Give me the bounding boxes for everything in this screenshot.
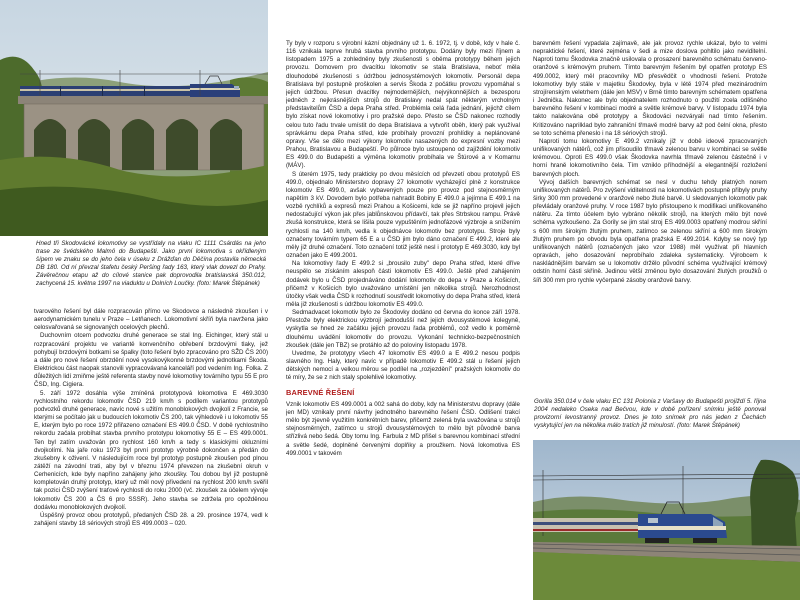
photo-viaduct-train — [0, 0, 268, 236]
col1-paragraph: tvarového řešení byl dále rozpracován přímo ve Škodovce a následně zkoušen i v aerodynamickém tunelu v Praze – Letňanech. Lokomotivní skříň byla navržena jako celosvařovaná se signovaných ocelových plechů. — [34, 308, 268, 332]
col2-paragraph: Vznik lokomotiv ES 499.0001 a 002 sahá do doby, kdy na Ministerstvu dopravy (dále jen MD) vznikaly první návrhy jednotného barevného řešení ČSD. Odlišení trakcí mělo být zjevně využitím konkrétních barev, přičemž zelená byla uvažována u strojů stejnosměrných, zatímco u strojů dvousystémových to mělo být původně barva střízlivá nebo šedá. Oby tomu Ing. Farbula z MD přišel s barevnou kombinací střední a světle šedé, doplněné červenými doplňky a proužkem. Nová lokomotiva ES 499.0001 v takovém — [286, 400, 520, 457]
col1-paragraph: 5. září 1972 dosáhla výše zmíněná prototypová lokomotiva E 469.3030 rychlostního rekordu lokomotiv ČSD 219 km/h s podílem variantou prototypů podvozků druhé generace, navíc nové s užitím monoblokových dvojkolí z Francie, se kterými se počítalo jak u budoucích lokomotiv ČS 200, tak výhledově i u lokomotiv 55 E, kterým bylo po roce 1972 přiřazeno označení ES 499.0 ČSD. V době rychlostního rekordu začala probíhat stavba prvního prototypu lokomotivy 55 E – ES 499.0001. Ten byl zatím uvažován pro rychlost 160 km/h a tedy s klasickými okluzními dvojkolími. Na jaře roku 1973 byl první prototyp výrobně dokončen a předán do zkušebny k oživení. V následujícím roce byl prototyp postupně zkoušen pod plnou zátěží na závodní trati, aby byl v březnu 1974 převezen na zkušební okruh v Cerhenicích, kde byly napříno zahájeny jeho zkoušky. Tou dobou byl již postupně kompletován druhý prototyp, který už měl nový přivedení na rychlost 200 km/h svěřil tak pozici ČSD zvýšení traťové rychlosti do roku 2000 (vč. zkoušek za účelem vývoje lokomotiv ČS 200 a ČS 6 pro SSSR). Jeho stavba se zdržela pro opožděnou dodávku monoblokových dvojkolí. — [34, 389, 268, 511]
article-column-2 — [286, 40, 520, 592]
col2-paragraph: Ty byly v rozporu s výrobní kázní objednány už 1. 6. 1972, tj. v době, kdy v hale č. 116 vznikala teprve hrubá stavba prvního prototypu. Dodány byly mezi říjnem a listopadem 1975 a zohledněny byly zkušenosti s oběma prototypy během jejich provozu. Domovem pro dvacítku lokomotiv se stala Bratislava, neboť měla dlouhodobé zkušenosti s údržbou jednosystémových lokomotiv. Personál depa Bratislava byl postupně proškolen a servis Škoda z počátku provozu vypomáhal s jejich údržbou. Přesun dvacítky nejmodernějších, nejvýkonnějších a bezesporu jedněch z nejkrásnějších strojů do Bratislavy nedal spát některým vrcholným představitelům ČSD a depa Praha střed. Problémla celá řada jednání, jejichž cílem bylo získat nové lokomotivy i pro pražské depo. Přesto se ČSD nakonec rozhodly celou tuto řadu trvale umístit do depa Bratislava a vytvořit oběh, který pak využíval správkárnu depa Praha střed, kde probíhaly provozní prohlídky a neplánované opravy. Vše se dělo mezi výkony lokomotiv nasazených do expresní vozby mezi Prahou, Bratislavou a Budapeští. Po půlroce bylo ustoupeno od zajíždění lokomotiv ES 499.0 do Budapešti a výměna lokomotiv probíhala ve Štúrové a v Komarnu (MÁV). — [286, 40, 520, 170]
photo-locomotive-caption: Gorilla 350.014 v čele vlaku EC 131 Polonia z Varšavy do Budapešti projíždí 5. října 2004 nedaleko Oseka nad Bečvou, kde v době pořízení snímku ještě ponoval provizorní levostranný provoz. Dnes je toto snímek pro nás jeden z Čechách vyskytující jen na několika málo tratích již minulostí. (foto: Marek Štěpánek) — [534, 398, 766, 430]
col1-paragraph: Úspěšný provoz obou prototypů, předaných ČSD 28. a 29. prosince 1974, vedl k zahájení stavby 18 sériových strojů ES 499.0003 – 020. — [34, 511, 268, 528]
col1-paragraph: Duchovním otcem podvozku druhé generace se stal Ing. Eichinger, který stál u rozpracování projektu ve variantě konvenčního obřebení brzdovými tlaky, jež pohybují brzdovými botkami se špalky (toto řešení bylo zpracováno pro SŽD ČS 200) a dále pro nové řešení obrzdění nové vysokovýkonné brzdovými jednotkami Škoda. Elektrickou část naopak stanovili vypracovávaná kanceláří pod vedením Ing. Folka. Z důležitých lidí zmiňme ještě referenta stavby nové lokomotivy továrního typu 55 E pro ČSD, Ing. Cigiera. — [34, 332, 268, 389]
photo-locomotive-350 — [533, 440, 800, 600]
section-heading-barevne-reseni: BAREVNÉ ŘEŠENÍ — [286, 387, 355, 397]
col2-paragraph: S úterém 1975, tedy prakticky po dvou měsících od převzetí obou prototypů ES 499.0, objednalo Ministerstvo dopravy 27 lokomotiv vycházející plně z konstrukce lokomotiv ES 499.0, avšak vybavených pouze pro provoz pod stejnosměrným napětím 3 kV. Dovodem bylo potřeba nahradit Bobiny E 499.0 a jejímna E 499.1 na vozbě rychlíků a expresů mezi Prahou a Košicemi, kde se již napříno projevil jejich nedostačující výkon jak přes jablůnskovou přídavčí, tak přes Strbskou rampu. Právě zkušá konstrukce, která se lišila pouze vypuštěním jednofázové výzbroje a snížením rychlosti na 140 km/h, vedla k objednávce lokomotiv bez prototypu. Stroje byly označeny továrním typem 65 E a u ČSD jim bylo dáno označení E 499.2, které ale měly již druhé označení. Toto označení totiž ještě nesl i prototyp E 469.3030, kdy byl označen jako E 499.2001. — [286, 170, 520, 260]
col3-paragraph: Naproti tomu lokomotivy E 499.2 vznikaly již v době ideově zpracovaných unifikovaných nátěrů, což jim přisoudilo třmavě zelenou barvu v kombinaci se světle krémovou. Oproti ES 499.0 však Škodovka navrhla třmavě zelenou částečně i v horní hraně lokomotivního čela. Tím vzniklo příhodnější a elegantnější rozložení barevných ploch. — [533, 137, 767, 178]
locomotive-image — [533, 440, 800, 600]
article-column-1 — [34, 308, 268, 594]
photo-viaduct-caption: Hned tři Škodovácké lokomotivy se vystřídaly na vlaku IC 1111 Csárdás na jeho trase ze švédského Malmö do Budapešti. Jako první lokomotiva s okřídleným šípem ve znaku se do jeho čela v úseku z Drážďan do Děčína postavila německá DB 180. Od ní převzal štafetu český Peršing řady 163, který vlak dovezl do Prahy. Závěrečnou etapu až do cílové stanice pak doprovodila bratislavská 350.012, zachycená 15. května 1997 na viaduktu u Dolních Loučky. (foto: Marek Štěpánek) — [36, 240, 266, 288]
col3-paragraph: barevném řešení vypadala zajímavě, ale jak provoz rychle ukázal, bylo to velmi nepraktické řešení, které zejména v šedi a mize doslova pohltilo jako neviditelní. Naproti tomu Škodovka značně usilovala o prosazení barevného schématu červeno-oranžové s krémovým pruhem. Tímto barevným řešením byl opatřen prototyp ES 499.0002, který měl pracovníky MD přesvědčit o vhodnosti řešení. Protože lokomotivy byly stále v majetku Škodovky, byla v létě 1974 před mezinárodním strojírenským veletrhem (dále jen MSV) v Brně tímto barevným schématem opatřena i Jednička. Nakonec ale bylo objednatelem rozhodnuto o použití zcela odlišného barevného řešení v kombinaci modré a světle krémové barvy. V listopadu 1974 byla takto nalakována obě prototypy a Škodováci nezváryali nad tímto řešením. Kritizováno naprilklad bylo zahraniční třmavě modré barvy až pod čelní okna, přesto se toto schéma přeneslo i na 18 sériových strojů. — [533, 40, 767, 137]
viaduct-image — [0, 0, 268, 236]
col3-paragraph: Vývoj dalších barevných schémat se nesl v duchu tehdy platných norem unifikovaných nátěrů. Pro zvýšení viditelnosti na lokomotivách postupně přibyly pruhy širky 300 mm provedené v oranžové nebo žluté barvě. U sledovaných lokomotiv pak převládaly oranžové pruhy. V roce 1987 bylo přistoupeno k modifikaci unifikovaného nátěru. Za tímto účelem bylo vybráno několik strojů, na kterých mělo být nové schéma vyzkoušeno. Za Gorily se jim stal stroj ES 499.0003 opatřený modrou skříní s 600 mm širokým žlutým pruhem, zatímco se zelenou skříní a 600 mm širokým žlutým pruhem po obvodu byla opatřena pražská E 499.2014. Kdyby se nový typ unifikovaných nátěrů (označených jako vzor 1988) měl využívat při hlavních opravách, jeho dosazování neprobíhalo zdaleka systematicky. Výrobcem k naskládnějším barvám se u lokomotiv držělo původní schéma využívající krémový odstín horní části skříně. Jedinou větší změnou bylo dosazování žlutých proužků o šíři 300 mm pro rychle vyčerpané zásoby oranžové barvy. — [533, 178, 767, 284]
article-column-3 — [533, 40, 767, 396]
col2-paragraph: Uvedme, že prototypy všech 47 lokomotiv ES 499.0 a E 499.2 nesou podpis slavného Ing. Haly, který navíc v případě lokomotiv E 499.2 stál u řešení jejich dětských nemocí a velkou měrou se podílel na „rozjezdění" pražských lokomotiv do té míry, že se z nich staly spolehlivé lokomotivy. — [286, 349, 520, 382]
col2-paragraph: Na lokomotivy řady E 499.2 si „brousilo zuby" depo Praha střed, které dříve neuspělo se získáním alespoň části lokomotiv ES 499.0. Ještě před zahájením dodávek bylo u ČSD projednáváno dodání lokomotiv do depa v Praze a Košicích, přičemž v Košicích bylo uvažováno umístění jen několika strojů. Nerozhodnost útočky však vedla ČSD k rozhodnutí soustředit lokomotivy do depa Praha střed, která měla již zkušenosti s údržbou lokomotiv ES 499.0. — [286, 260, 520, 308]
col2-paragraph: Sedmadvacet lokomotiv bylo ze Škodovky dodáno od června do konce září 1978. Přestože byly elektrickou výzbrojí jednodušší než jejich dvousystémové kolegyně, vyskytla se hned ze začátku jejich provozu řada problémů, což vedlo k poměrně dlouhému uvádění lokomotiv do provozu. Vykonání technicko-bezpečnostních zkoušek (dále jen TBZ) se protáhlo až do poloviny listopadu 1978. — [286, 309, 520, 349]
